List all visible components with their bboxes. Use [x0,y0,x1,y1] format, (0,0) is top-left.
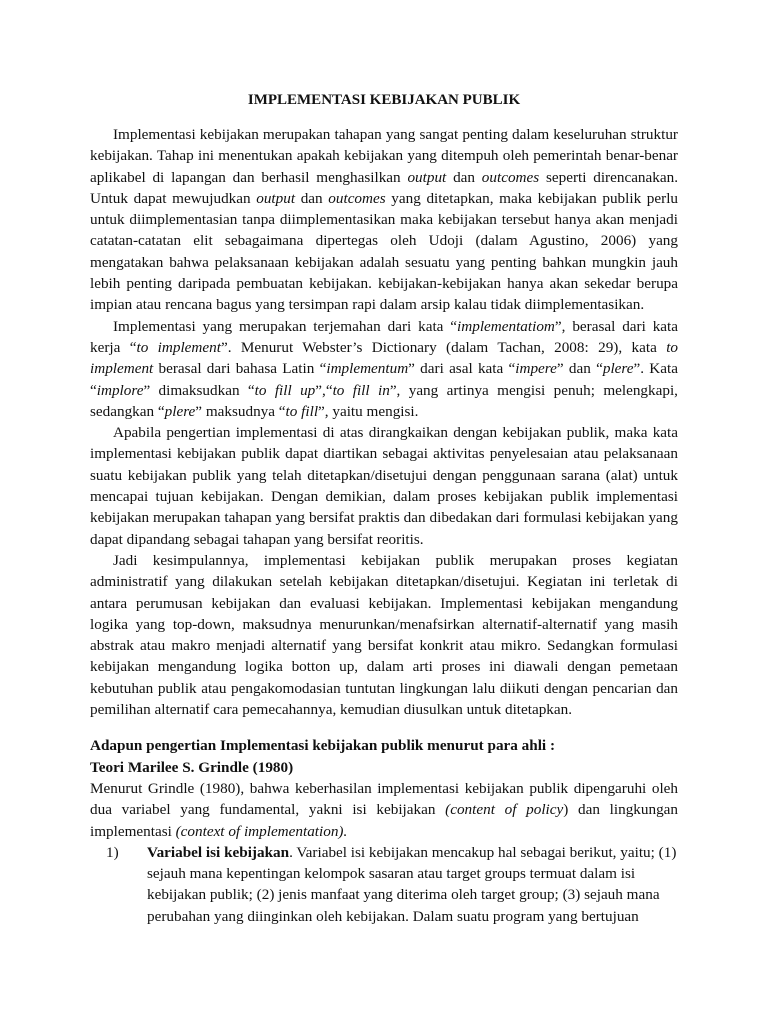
list-number: 1) [106,843,119,861]
text-run: ”. Kata “ [90,360,678,399]
italic-term: implore [96,381,144,399]
paragraph-4: Jadi kesimpulannya, implementasi kebijakan publik merupakan proses kegiatan administratif yang dilakukan setelah kebijakan ditetapkan/disetujui. Kegiatan ini terletak di antara perumusan kebijakan dan evaluasi kebijakan. Implementasi kebijakan mengandung logika yang top-down, maksudnya menurunkan/menafsirkan alternatif-alternatif yang masih abstrak atau makro menjadi alternatif yang bersifat konkrit atau mikro. Sedangkan formulasi kebijakan mengandung logika botton up, dalam arti proses ini diawali dengan pemetaan kebutuhan publik atau pengakomodasian tuntutan lingkungan lalu diikuti dengan pencarian dan pemilihan alternatif cara pemecahannya, kemudian diusulkan untuk ditetapkan. [90,551,678,719]
italic-term: plere [602,360,634,378]
italic-term: (context of implementation). [175,822,348,840]
list-text [147,842,678,927]
text-run: ” dimaksudkan “ [143,381,255,399]
text-run: ”, yaitu mengisi. [318,402,419,420]
text-run: ”. Menurut Webster’s Dictionary (dalam Tachan, 2008: 29), kata [220,338,667,356]
list-bold-term: Variabel isi kebijakan [147,843,290,861]
italic-term: to fill in [332,381,390,399]
paragraph-gap [90,720,678,735]
list-item [90,842,678,927]
text-run: ” dan “ [556,360,603,378]
document-body [90,124,678,927]
text-run: ” dari asal kata “ [408,360,516,378]
paragraph-5 [90,778,678,842]
italic-term: outcomes [328,189,386,207]
text-run: . Variabel isi kebijakan mencakup hal sebagai berikut, yaitu; (1) sejauh mana kepentingan kelompok sasaran atau target groups termuat dalam isi kebijakan publik; (2) jenis manfaat yang diterima oleh target group; (3) sejauh mana perubahan yang diinginkan oleh kebijakan. Dalam suatu program yang bertujuan [147,843,677,925]
text-run: ”,“ [315,381,333,399]
italic-term: output [256,189,296,207]
section-heading: Adapun pengertian Implementasi kebijakan publik menurut para ahli : [90,737,555,755]
paragraph-3: Apabila pengertian implementasi di atas dirangkaikan dengan kebijakan publik, maka kata implementasi kebijakan publik dapat diartikan sebagai aktivitas penyelesaian atau pelaksanaan suatu kebijakan publik yang telah ditetapkan/disetujui dengan penggunaan sarana (alat) untuk mencapai tujuan kebijakan. Dengan demikian, dalam proses kebijakan publik implementasi kebijakan merupakan tahapan yang bersifat praktis dan dibedakan dari formulasi kebijakan yang dapat dipandang sebagai tahapan yang bersifat reoritis. [90,424,678,548]
subsection-heading: Teori Marilee S. Grindle (1980) [90,758,294,776]
text-run: dan [446,168,482,186]
paragraph-1 [90,124,678,316]
text-run: yang ditetapkan, maka kebijakan publik perlu untuk diimplementasian tanpa diimplementasikan maka kebijakan tersebut hanya akan menjadi catatan-catatan elit sebagaimana dipertegas oleh Udoji (dalam Agustino, 2006) yang mengatakan bahwa pelaksanaan kebijakan adalah sesuatu yang penting bahkan mungkin jauh lebih penting daripada pembuatan kebijakan. kebijakan-kebijakan hanya akan sekedar berupa impian atau rencana bagus yang tersimpan rapi dalam arsip kalau tidak diimplementasikan. [90,189,679,314]
italic-term: to fill up [254,381,316,399]
italic-term: impere [515,360,557,378]
text-run: ”, berasal dari kata kerja “ [90,317,678,356]
italic-term: plere [164,402,196,420]
text-run: Implementasi yang merupakan terjemahan dari kata “ [113,317,458,335]
text-run: ) dan lingkungan implementasi [90,801,679,840]
text-run: ”, yang artinya mengisi penuh; melengkapi, sedangkan “ [90,381,678,420]
italic-term: output [407,168,447,186]
italic-term: implementatiom [457,317,555,335]
italic-term: (content of policy [445,801,564,819]
text-run: dan [295,189,329,207]
italic-term: to fill [285,402,319,420]
page-title: IMPLEMENTASI KEBIJAKAN PUBLIK [247,92,521,108]
italic-term: to implement [90,338,679,378]
text-run: berasal dari bahasa Latin “ [153,360,327,378]
italic-term: implementum [326,360,409,378]
text-run: Implementasi kebijakan merupakan tahapan yang sangat penting dalam keseluruhan struktur kebijakan. Tahap ini menentukan apakah kebijakan yang ditempuh oleh pemerintah benar-benar aplikabel di lapangan dan berhasil menghasilkan [90,126,678,186]
italic-term: outcomes [481,168,540,186]
text-run: Menurut Grindle (1980), bahwa keberhasilan implementasi kebijakan publik dipengaruhi oleh dua variabel yang fundamental, yakni isi kebijakan [90,779,678,819]
text-run: seperti direncanakan. Untuk dapat mewujudkan [90,168,678,207]
italic-term: to implement [136,338,221,356]
paragraph-2 [90,316,678,422]
text-run: ” maksudnya “ [195,402,286,420]
